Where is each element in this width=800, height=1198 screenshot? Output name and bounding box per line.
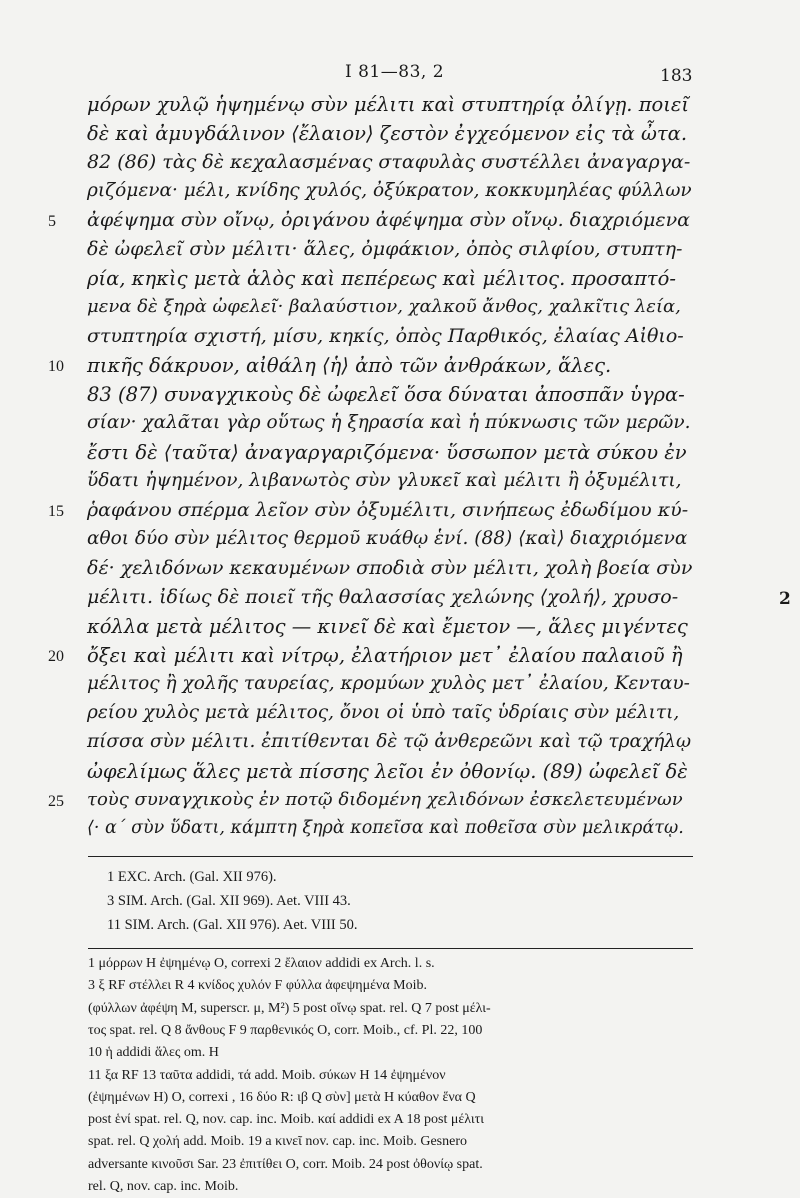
apparatus-line: adversante κινοῦσι Sar. 23 ἐπιτίθει O, corr. Moib. 24 post ὀθονίῳ spat. [88, 1156, 483, 1172]
text-line: πίσσα σὺν μέλιτι. ἐπιτίθενται δὲ τῷ ἀνθερεῶνι καὶ τῷ τραχήλῳ [87, 731, 692, 752]
apparatus-line: rel. Q, nov. cap. inc. Moib. [88, 1179, 239, 1194]
page-header [0, 0, 800, 100]
text-line: πικῆς δάκρυον, αἰθάλη ⟨ἡ⟩ ἀπὸ τῶν ἀνθράκων, ἅλες. [87, 354, 612, 377]
text-line: σίαν· χαλᾶται γὰρ οὕτως ἡ ξηρασία καὶ ἡ πύκνωσις τῶν μερῶν. [87, 412, 691, 433]
apparatus-line: (φύλλων ἀφέψη M, superscr. μ, M²) 5 post οἴνῳ spat. rel. Q 7 post μέλι- [88, 1000, 491, 1016]
text-line: στυπτηρία σχιστή, μίσυ, κηκίς, ὀπὸς Παρθικός, ἐλαίας Αἰθιο- [87, 325, 684, 347]
apparatus-line: 11 ξα RF 13 ταῦτα addidi, τά add. Moib. σύκων H 14 ἐψημένον [88, 1067, 446, 1083]
text-line: αθοι δύο σὺν μέλιτος θερμοῦ κυάθῳ ἑνί. (88) ⟨καὶ⟩ διαχριόμενα [87, 528, 688, 549]
text-line: 82 (86) τὰς δὲ κεχαλασμένας σταφυλὰς συστέλλει ἀναγαργα- [87, 151, 691, 173]
line-number: 10 [48, 358, 64, 375]
text-line: κόλλα μετὰ μέλιτος — κινεῖ δὲ καὶ ἔμετον —, ἅλες μιγέντες [87, 615, 688, 638]
text-line: ⟨· α΄ σὺν ὕδατι, κάμπτη ξηρὰ κοπεῖσα καὶ ποθεῖσα σὺν μελικράτῳ. [87, 818, 684, 838]
text-line: δὲ ὠφελεῖ σὺν μέλιτι· ἅλες, ὀμφάκιον, ὀπὸς σιλφίου, στυπτη- [87, 238, 683, 260]
text-line: 83 (87) συναγχικοὺς δὲ ὠφελεῖ ὅσα δύναται ἀποσπᾶν ὑγρα- [87, 383, 685, 406]
text-line: μέλιτος ἢ χολῆς ταυρείας, κρομύων χυλὸς μετ᾽ ἐλαίου, Κενταυ- [87, 673, 690, 694]
running-head: I 81—83, 2 [345, 62, 445, 82]
text-line: μόρων χυλῷ ἡψημένῳ σὺν μέλιτι καὶ στυπτηρίᾳ ὀλίγῃ. ποιεῖ [87, 93, 690, 116]
text-line: μέλιτι. ἰδίως δὲ ποιεῖ τῆς θαλασσίας χελώνης ⟨χολή⟩, χρυσο- [87, 586, 679, 608]
apparatus-line: spat. rel. Q χολή add. Moib. 19 a κινεῖ nov. cap. inc. Moib. Gesnero [88, 1134, 467, 1150]
line-number: 20 [48, 648, 64, 665]
text-line: ὕδατι ἡψημένον, λιβανωτὸς σὺν γλυκεῖ καὶ μέλιτι ἢ ὀξυμέλιτι, [87, 470, 682, 491]
text-line: ῥαφάνου σπέρμα λεῖον σὺν ὀξυμέλιτι, σινήπεως ἐδωδίμου κύ- [87, 499, 689, 521]
line-number: 15 [48, 503, 64, 520]
text-line: ρείου χυλὸς μετὰ μέλιτος, ὄνοι οἱ ὑπὸ ταῖς ὑδρίαις σὺν μέλιτι, [87, 702, 680, 723]
source-line: 3 SIM. Arch. (Gal. XII 969). Aet. VIII 43. [107, 893, 351, 909]
text-line: τοὺς συναγχικοὺς ἐν ποτῷ διδομένη χελιδόνων ἐσκελετευμένων [87, 789, 683, 810]
apparatus-line: (ἐψημένων H) O, correxi , 16 δύο R: ιβ Q σὺν] μετὰ H κύαθον ἕνα Q [88, 1089, 476, 1105]
text-line: δὲ καὶ ἀμυγδάλινον ⟨ἔλαιον⟩ ζεστὸν ἐγχεόμενον εἰς τὰ ὦτα. [87, 122, 688, 145]
apparatus-line: 10 ἡ addidi ἅλες om. H [88, 1045, 219, 1061]
apparatus-line: τος spat. rel. Q 8 ἄνθους F 9 παρθενικός O, corr. Moib., cf. Pl. 22, 100 [88, 1022, 483, 1038]
page-number: 183 [660, 66, 693, 86]
text-line: ρία, κηκὶς μετὰ ἁλὸς καὶ πεπέρεως καὶ μέλιτος. προσαπτό- [87, 267, 676, 290]
apparatus-line: 3 ξ RF στέλλει R 4 κνίδος χυλόν F φύλλα ἀφεψημένα Moib. [88, 978, 428, 994]
apparatus-line: post ἑνί spat. rel. Q, nov. cap. inc. Moib. καί addidi ex A 18 post μέλιτι [88, 1112, 485, 1128]
divider [88, 856, 693, 857]
text-line: ριζόμενα· μέλι, κνίδης χυλός, ὀξύκρατον, κοκκυμηλέας φύλλων [87, 180, 692, 201]
line-number: 5 [48, 213, 56, 230]
text-line: ὠφελίμως ἅλες μετὰ πίσσης λεῖοι ἐν ὀθονίῳ. (89) ὠφελεῖ δὲ [87, 760, 688, 783]
text-line: ἀφέψημα σὺν οἴνῳ, ὀριγάνου ἀφέψημα σὺν οἴνῳ. διαχριόμενα [87, 209, 690, 231]
source-line: 11 SIM. Arch. (Gal. XII 976). Aet. VIII 50. [107, 917, 358, 933]
line-number: 25 [48, 793, 64, 810]
margin-reference: 2 [779, 589, 791, 609]
divider [88, 948, 693, 949]
text-line: δέ· χελιδόνων κεκαυμένων σποδιὰ σὺν μέλιτι, χολὴ βοεία σὺν [87, 557, 693, 579]
apparatus-line: 1 μόρρων H ἐψημένῳ O, correxi 2 ἔλαιον addidi ex Arch. l. s. [88, 956, 435, 971]
text-line: ἔστι δὲ ⟨ταῦτα⟩ ἀναγαργαριζόμενα· ὕσσωπον μετὰ σύκου ἐν [87, 441, 687, 464]
text-line: ὄξει καὶ μέλιτι καὶ νίτρῳ, ἐλατήριον μετ᾽ ἐλαίου παλαιοῦ ἢ [87, 644, 683, 667]
text-line: μενα δὲ ξηρὰ ὠφελεῖ· βαλαύστιον, χαλκοῦ ἄνθος, χαλκῖτις λεία, [87, 296, 681, 317]
source-line: 1 EXC. Arch. (Gal. XII 976). [107, 869, 277, 885]
